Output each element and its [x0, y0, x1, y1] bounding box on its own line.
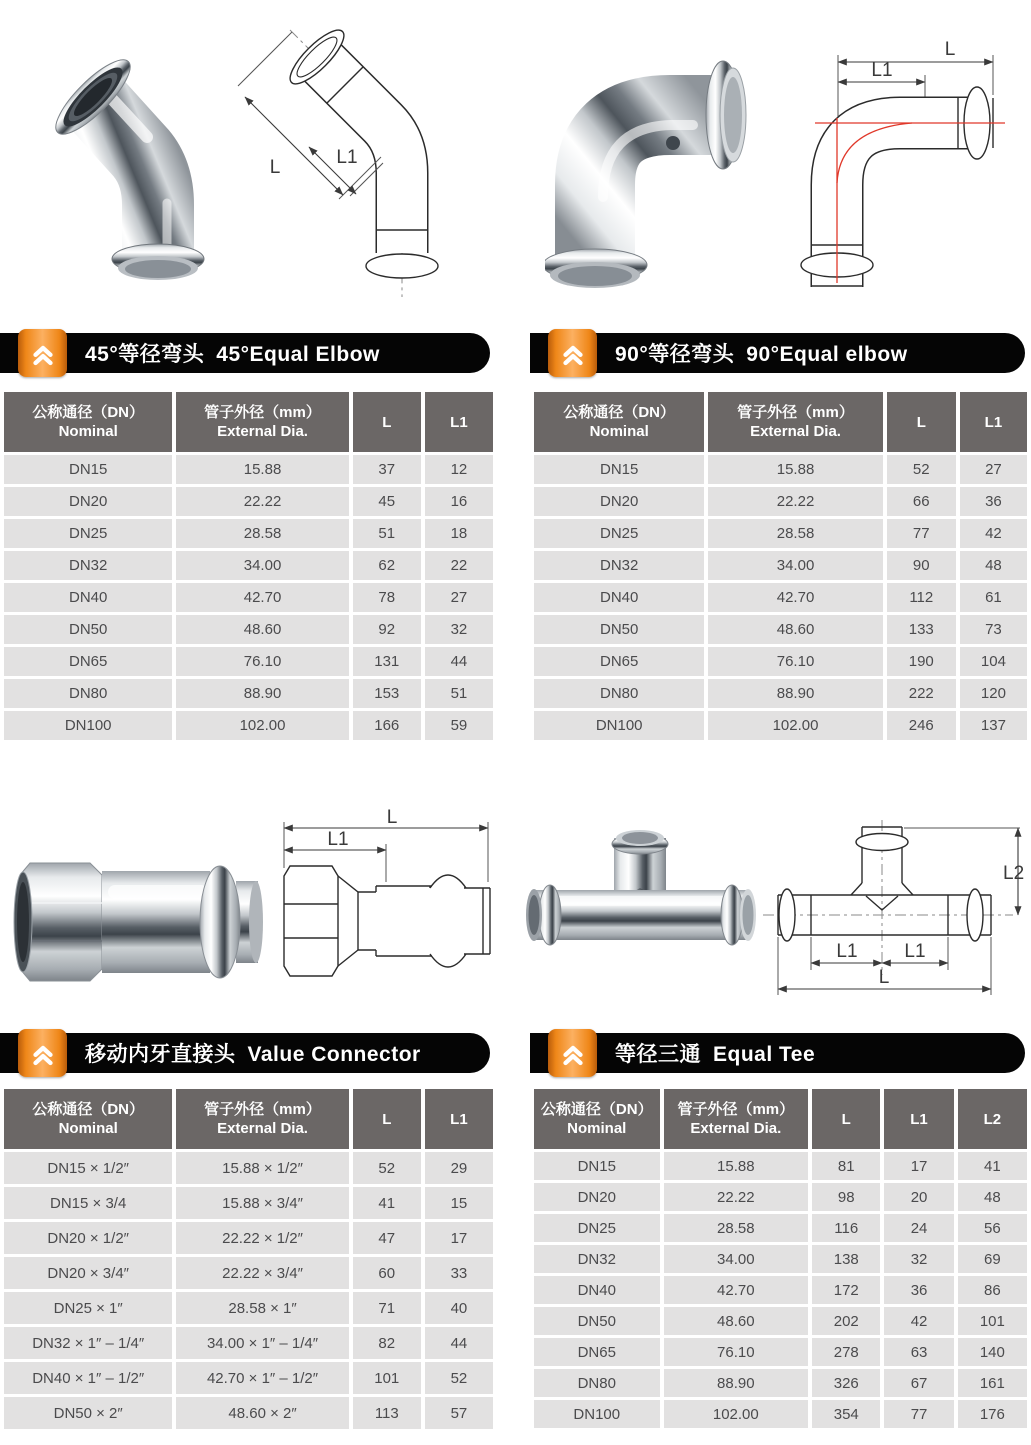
column-header: 公称通径（DN） Nominal — [4, 392, 172, 452]
table-row — [4, 1397, 493, 1429]
table-cell: 48.60 — [708, 615, 882, 644]
column-header: L1 — [960, 392, 1027, 452]
table-cell: 51 — [425, 679, 493, 708]
table-cell: 44 — [425, 647, 493, 676]
table-cell: 57 — [425, 1397, 493, 1429]
table-cell: DN40 — [534, 583, 704, 612]
table-cell: 16 — [425, 487, 493, 516]
table-cell: DN15 — [534, 1152, 660, 1180]
table-cell: 42.70 — [176, 583, 348, 612]
table-cell: 48.60 × 2″ — [176, 1397, 348, 1429]
elbow90-drawing — [800, 25, 1028, 305]
table-cell: 56 — [958, 1214, 1027, 1242]
table-cell: DN80 — [534, 1369, 660, 1397]
table-cell: 166 — [353, 711, 421, 740]
table-header-row — [534, 1089, 1027, 1149]
table-header-row — [4, 1089, 493, 1149]
table-cell: 76.10 — [708, 647, 882, 676]
table-row — [4, 647, 493, 676]
table-row — [4, 615, 493, 644]
table-cell: 138 — [812, 1245, 880, 1273]
table-cell: 15.88 — [664, 1152, 809, 1180]
table-cell: 17 — [425, 1222, 493, 1254]
table-cell: DN65 — [4, 647, 172, 676]
table-cell: DN20 — [534, 1183, 660, 1211]
table-row — [534, 1183, 1027, 1211]
table-row — [4, 1362, 493, 1394]
spec-table-elbow90 — [530, 389, 1031, 743]
table-cell: 172 — [812, 1276, 880, 1304]
table-cell: 32 — [884, 1245, 953, 1273]
table-cell: DN40 — [4, 583, 172, 612]
table-cell: 28.58 — [664, 1214, 809, 1242]
section-banner-tee — [530, 1033, 1025, 1073]
table-cell: 131 — [353, 647, 421, 676]
table-cell: 76.10 — [664, 1338, 809, 1366]
dim-label-L2: L2 — [1003, 863, 1025, 884]
table-cell: 62 — [353, 551, 421, 580]
table-cell: 71 — [353, 1292, 421, 1324]
table-cell: 41 — [958, 1152, 1027, 1180]
table-header-row — [4, 392, 493, 452]
spec-table-elbow45 — [0, 389, 497, 743]
table-row — [534, 1400, 1027, 1428]
section-title-en: 45°Equal Elbow — [216, 343, 380, 366]
table-cell: DN15 — [4, 455, 172, 484]
table-cell: 34.00 — [664, 1245, 809, 1273]
table-cell: DN15 — [534, 455, 704, 484]
table-cell: 22 — [425, 551, 493, 580]
table-cell: DN65 — [534, 1338, 660, 1366]
table-cell: 48 — [960, 551, 1027, 580]
column-header: L1 — [884, 1089, 953, 1149]
dim-label-L1-right: L1 — [904, 941, 926, 962]
table-cell: 42.70 — [708, 583, 882, 612]
table-cell: 22.22 — [176, 487, 348, 516]
table-cell: 42 — [960, 519, 1027, 548]
table-cell: 98 — [812, 1183, 880, 1211]
table-cell: 34.00 × 1″ – 1/4″ — [176, 1327, 348, 1359]
table-row — [4, 551, 493, 580]
table-row — [534, 583, 1027, 612]
table-row — [4, 711, 493, 740]
table-cell: 104 — [960, 647, 1027, 676]
column-header: L — [812, 1089, 880, 1149]
table-cell: 133 — [887, 615, 956, 644]
double-chevron-up-icon — [28, 338, 58, 368]
table-cell: DN50 — [534, 615, 704, 644]
table-cell: DN32 — [534, 551, 704, 580]
section-title-cn: 移动内牙直接头 — [85, 1043, 236, 1066]
table-cell: 82 — [353, 1327, 421, 1359]
table-header-row — [534, 392, 1027, 452]
table-cell: DN20 × 1/2″ — [4, 1222, 172, 1254]
table-cell: 28.58 × 1″ — [176, 1292, 348, 1324]
table-cell: 33 — [425, 1257, 493, 1289]
table-cell: 101 — [958, 1307, 1027, 1335]
table-cell: 41 — [353, 1187, 421, 1219]
table-cell: 76.10 — [176, 647, 348, 676]
table-cell: 17 — [884, 1152, 953, 1180]
table-cell: 113 — [353, 1397, 421, 1429]
table-cell: DN20 — [4, 487, 172, 516]
table-cell: 15.88 — [176, 455, 348, 484]
table-cell: 190 — [887, 647, 956, 676]
table-cell: 354 — [812, 1400, 880, 1428]
table-cell: 40 — [425, 1292, 493, 1324]
table-cell: 52 — [353, 1152, 421, 1184]
table-cell: 48.60 — [176, 615, 348, 644]
table-row — [534, 455, 1027, 484]
table-cell: 222 — [887, 679, 956, 708]
table-cell: 140 — [958, 1338, 1027, 1366]
table-row — [534, 551, 1027, 580]
column-header: 管子外径（mm） External Dia. — [708, 392, 882, 452]
table-cell: 202 — [812, 1307, 880, 1335]
table-cell: 51 — [353, 519, 421, 548]
dim-label-L: L — [878, 967, 890, 988]
section-badge — [18, 329, 67, 377]
table-row — [534, 1276, 1027, 1304]
table-cell: DN20 — [534, 487, 704, 516]
table-cell: 22.22 — [664, 1183, 809, 1211]
table-cell: 27 — [960, 455, 1027, 484]
table-row — [534, 487, 1027, 516]
table-cell: DN32 × 1″ – 1/4″ — [4, 1327, 172, 1359]
table-cell: 86 — [958, 1276, 1027, 1304]
table-row — [4, 1327, 493, 1359]
table-cell: 48 — [958, 1183, 1027, 1211]
column-header: L1 — [425, 392, 493, 452]
table-cell: 81 — [812, 1152, 880, 1180]
section-title-cn: 等径三通 — [615, 1043, 701, 1066]
table-cell: DN65 — [534, 647, 704, 676]
double-chevron-up-icon — [558, 1038, 588, 1068]
table-row — [4, 1257, 493, 1289]
table-cell: DN50 — [4, 615, 172, 644]
dim-label-L: L — [269, 157, 281, 178]
table-row — [534, 1245, 1027, 1273]
table-cell: DN32 — [4, 551, 172, 580]
column-header: L — [353, 392, 421, 452]
table-row — [4, 1222, 493, 1254]
table-cell: 137 — [960, 711, 1027, 740]
table-cell: 12 — [425, 455, 493, 484]
table-row — [4, 1152, 493, 1184]
table-cell: DN100 — [534, 1400, 660, 1428]
column-header: 管子外径（mm） External Dia. — [176, 392, 348, 452]
table-row — [4, 455, 493, 484]
table-cell: 78 — [353, 583, 421, 612]
table-cell: 15.88 — [708, 455, 882, 484]
table-cell: 15.88 × 3/4″ — [176, 1187, 348, 1219]
table-cell: 101 — [353, 1362, 421, 1394]
table-cell: 90 — [887, 551, 956, 580]
column-header: L1 — [425, 1089, 493, 1149]
table-cell: 34.00 — [708, 551, 882, 580]
spec-table-tee — [530, 1086, 1031, 1431]
table-cell: 73 — [960, 615, 1027, 644]
table-cell: 22.22 × 3/4″ — [176, 1257, 348, 1289]
table-cell: DN25 — [534, 1214, 660, 1242]
table-row — [4, 1292, 493, 1324]
table-cell: 77 — [887, 519, 956, 548]
table-cell: 153 — [353, 679, 421, 708]
section-title-cn: 45°等径弯头 — [85, 343, 205, 366]
dim-label-L1: L1 — [327, 829, 349, 850]
table-cell: 102.00 — [664, 1400, 809, 1428]
table-cell: 52 — [425, 1362, 493, 1394]
table-cell: 44 — [425, 1327, 493, 1359]
column-header: L — [353, 1089, 421, 1149]
dim-label-L1: L1 — [336, 147, 358, 168]
table-cell: 48.60 — [664, 1307, 809, 1335]
table-cell: 60 — [353, 1257, 421, 1289]
table-cell: 88.90 — [708, 679, 882, 708]
column-header: L — [887, 392, 956, 452]
table-cell: 37 — [353, 455, 421, 484]
table-cell: 112 — [887, 583, 956, 612]
table-row — [534, 519, 1027, 548]
table-row — [534, 1152, 1027, 1180]
elbow45-drawing — [235, 5, 500, 320]
table-row — [534, 1369, 1027, 1397]
column-header: L2 — [958, 1089, 1027, 1149]
table-row — [534, 679, 1027, 708]
table-cell: 28.58 — [708, 519, 882, 548]
table-cell: DN40 × 1″ – 1/2″ — [4, 1362, 172, 1394]
elbow45-photo — [15, 5, 230, 305]
table-cell: 88.90 — [176, 679, 348, 708]
section-title-cn: 90°等径弯头 — [615, 343, 735, 366]
table-row — [4, 487, 493, 516]
table-cell: 36 — [960, 487, 1027, 516]
section-title-en: 90°Equal elbow — [746, 343, 908, 366]
connector-photo — [10, 845, 265, 1010]
table-cell: 176 — [958, 1400, 1027, 1428]
table-cell: 42.70 — [664, 1276, 809, 1304]
table-cell: 47 — [353, 1222, 421, 1254]
table-cell: 102.00 — [708, 711, 882, 740]
table-cell: 24 — [884, 1214, 953, 1242]
table-row — [534, 1338, 1027, 1366]
table-row — [534, 615, 1027, 644]
table-cell: DN100 — [4, 711, 172, 740]
tee-drawing — [763, 815, 1031, 1010]
table-cell: 52 — [887, 455, 956, 484]
table-cell: 92 — [353, 615, 421, 644]
table-cell: 66 — [887, 487, 956, 516]
column-header: 管子外径（mm） External Dia. — [664, 1089, 809, 1149]
dim-label-L1: L1 — [871, 60, 893, 81]
table-row — [534, 711, 1027, 740]
double-chevron-up-icon — [28, 1038, 58, 1068]
dim-label-L1-left: L1 — [836, 941, 858, 962]
table-cell: DN80 — [534, 679, 704, 708]
section-title-en: Value Connector — [247, 1043, 421, 1066]
table-cell: DN25 — [4, 519, 172, 548]
table-cell: 32 — [425, 615, 493, 644]
table-cell: 102.00 — [176, 711, 348, 740]
table-cell: 116 — [812, 1214, 880, 1242]
section-banner-elbow90 — [530, 333, 1025, 373]
table-cell: 69 — [958, 1245, 1027, 1273]
table-cell: 42 — [884, 1307, 953, 1335]
table-row — [4, 679, 493, 708]
table-cell: 77 — [884, 1400, 953, 1428]
table-cell: 27 — [425, 583, 493, 612]
table-cell: DN80 — [4, 679, 172, 708]
table-cell: DN15 × 3/4 — [4, 1187, 172, 1219]
table-cell: DN32 — [534, 1245, 660, 1273]
double-chevron-up-icon — [558, 338, 588, 368]
column-header: 公称通径（DN） Nominal — [534, 392, 704, 452]
section-banner-elbow45 — [0, 333, 490, 373]
table-cell: 34.00 — [176, 551, 348, 580]
table-cell: DN25 — [534, 519, 704, 548]
table-cell: 246 — [887, 711, 956, 740]
table-row — [4, 1187, 493, 1219]
table-cell: 67 — [884, 1369, 953, 1397]
table-cell: 36 — [884, 1276, 953, 1304]
tee-photo — [520, 818, 765, 968]
elbow90-photo — [545, 15, 785, 305]
table-row — [534, 647, 1027, 676]
table-cell: DN50 × 2″ — [4, 1397, 172, 1429]
table-cell: 278 — [812, 1338, 880, 1366]
table-cell: 22.22 — [708, 487, 882, 516]
table-cell: DN50 — [534, 1307, 660, 1335]
table-cell: 61 — [960, 583, 1027, 612]
table-cell: 22.22 × 1/2″ — [176, 1222, 348, 1254]
section-badge — [18, 1029, 67, 1077]
table-cell: DN15 × 1/2″ — [4, 1152, 172, 1184]
table-cell: 20 — [884, 1183, 953, 1211]
table-cell: DN100 — [534, 711, 704, 740]
column-header: 管子外径（mm） External Dia. — [176, 1089, 348, 1149]
table-cell: 18 — [425, 519, 493, 548]
column-header: 公称通径（DN） Nominal — [534, 1089, 660, 1149]
table-cell: 120 — [960, 679, 1027, 708]
table-row — [4, 519, 493, 548]
table-cell: 45 — [353, 487, 421, 516]
table-cell: 42.70 × 1″ – 1/2″ — [176, 1362, 348, 1394]
table-row — [534, 1307, 1027, 1335]
column-header: 公称通径（DN） Nominal — [4, 1089, 172, 1149]
table-cell: DN25 × 1″ — [4, 1292, 172, 1324]
section-title-en: Equal Tee — [713, 1043, 816, 1066]
section-badge — [548, 1029, 597, 1077]
table-row — [534, 1214, 1027, 1242]
connector-drawing — [280, 808, 508, 998]
table-cell: DN40 — [534, 1276, 660, 1304]
spec-table-connector — [0, 1086, 497, 1432]
section-banner-connector — [0, 1033, 490, 1073]
table-row — [4, 583, 493, 612]
dim-label-L: L — [944, 39, 956, 60]
table-cell: 15.88 × 1/2″ — [176, 1152, 348, 1184]
table-cell: 88.90 — [664, 1369, 809, 1397]
table-cell: 326 — [812, 1369, 880, 1397]
table-cell: 161 — [958, 1369, 1027, 1397]
table-cell: 63 — [884, 1338, 953, 1366]
dim-label-L: L — [386, 808, 398, 828]
table-cell: 28.58 — [176, 519, 348, 548]
section-badge — [548, 329, 597, 377]
table-cell: 29 — [425, 1152, 493, 1184]
table-cell: 59 — [425, 711, 493, 740]
table-cell: 15 — [425, 1187, 493, 1219]
table-cell: DN20 × 3/4″ — [4, 1257, 172, 1289]
